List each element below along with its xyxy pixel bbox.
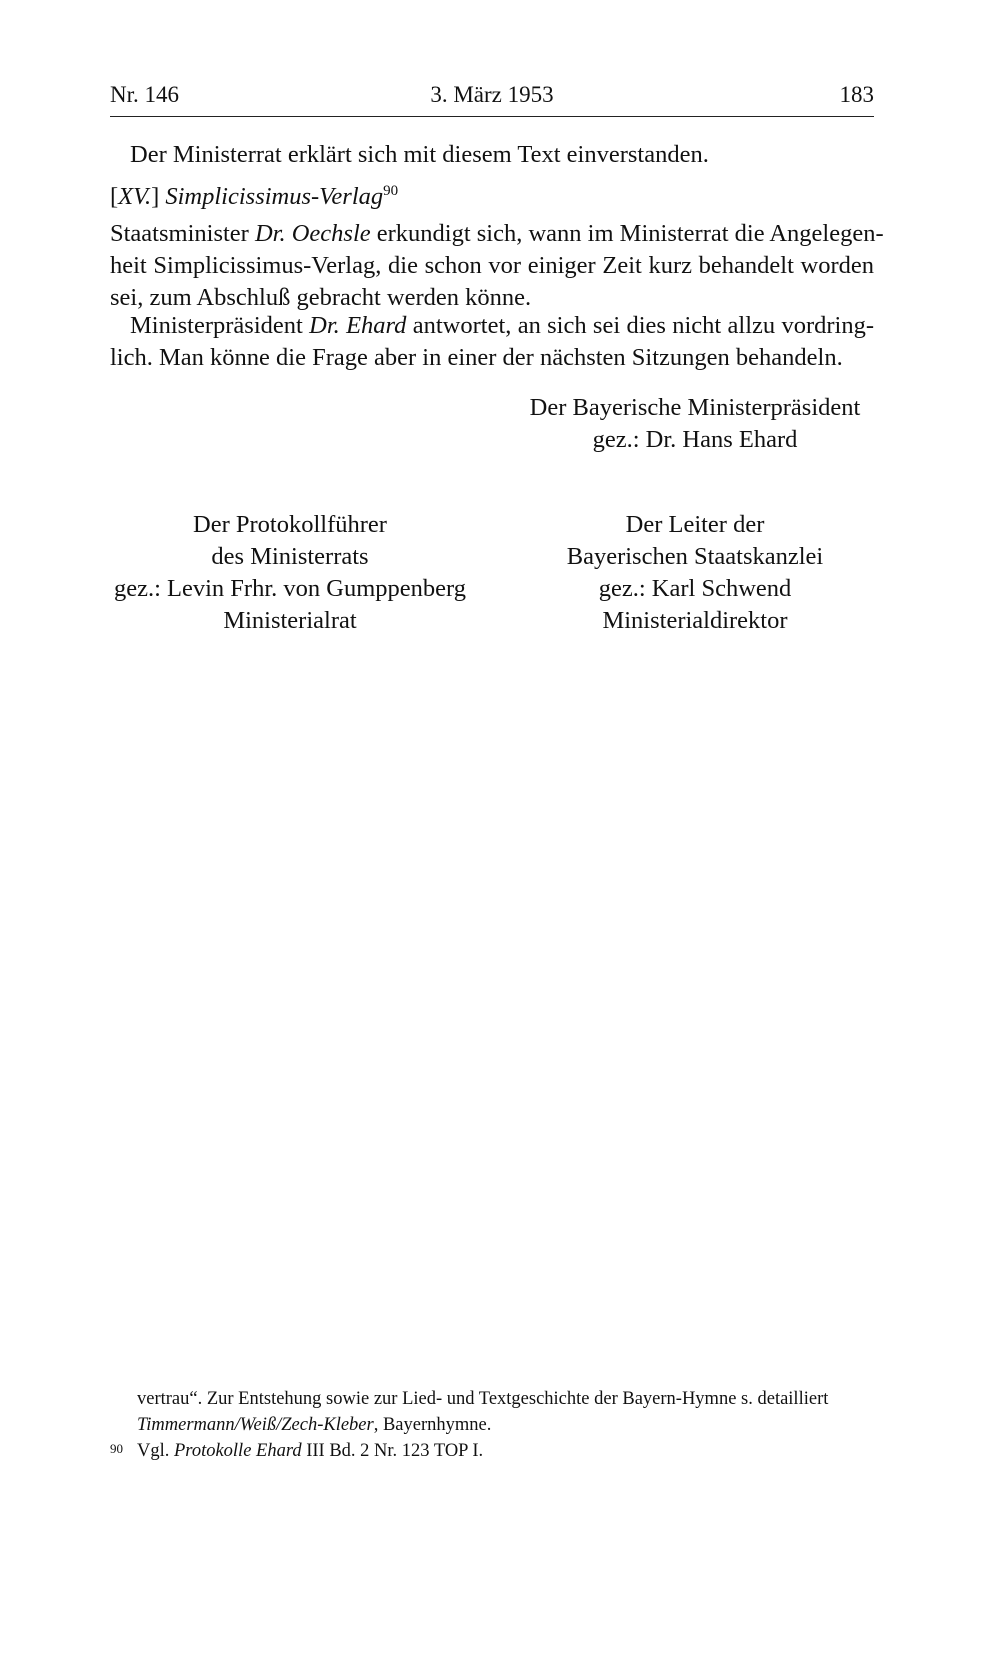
section-title: Simplicissimus-Verlag <box>165 183 384 210</box>
signature-signed: gez.: Karl Schwend <box>598 575 792 602</box>
citation-authors: Timmermann/Weiß/Zech-Kleber <box>137 1415 374 1435</box>
signature-signed: gez.: Dr. Hans Ehard <box>592 426 798 453</box>
citation-title: Protokolle Ehard <box>174 1441 302 1461</box>
signature-chancellery <box>510 509 880 637</box>
footnote-continuation: vertrau“. Zur Entstehung sowie zur Lied- und Textgeschichte der Bayern-Hymne s. detailliert Timmermann/Weiß/Zech-Kleber, Bayernhymne. <box>137 1389 829 1435</box>
paragraph-agreement <box>110 139 874 171</box>
footnote-number: 90 <box>110 1441 123 1456</box>
paragraph-line: Staatsminister Dr. Oechsle erkundigt sich, wann im Ministerrat die Angelegen- <box>110 220 884 247</box>
paragraph-line: heit Simplicissimus-Verlag, die schon vor einiger Zeit kurz behandelt worden <box>110 252 874 279</box>
paragraph-line: lich. Man könne die Frage aber in einer der nächsten Sitzungen behandeln. <box>110 344 843 371</box>
signature-line: Der Protokollführer <box>193 511 387 538</box>
paragraph-ehard <box>110 310 874 374</box>
header-date: 3. März 1953 <box>430 82 554 107</box>
agreement-text: Der Ministerrat erklärt sich mit diesem Text einverstanden. <box>130 141 709 168</box>
document-number: Nr. 146 <box>110 82 179 107</box>
signature-line: Bayerischen Staatskanzlei <box>566 543 824 570</box>
section-heading <box>110 181 874 213</box>
signature-rank: Ministerialdirektor <box>602 607 788 634</box>
section-numeral: [XV.] <box>110 183 160 210</box>
header-rule <box>110 116 874 117</box>
signature-title: Der Bayerische Ministerpräsident <box>529 394 861 421</box>
paragraph-line: Ministerpräsident Dr. Ehard antwortet, an sich sei dies nicht allzu vordring- <box>130 312 874 339</box>
running-header <box>110 82 874 118</box>
signature-line: Der Leiter der <box>625 511 765 538</box>
signature-recorder <box>90 509 490 637</box>
paragraph-oechsle <box>110 218 884 314</box>
footnotes <box>110 1386 874 1464</box>
paragraph-line: sei, zum Abschluß gebracht werden könne. <box>110 284 532 311</box>
signature-signed: gez.: Levin Frhr. von Gumppenberg <box>113 575 466 602</box>
speaker-name: Dr. Oechsle <box>254 220 371 247</box>
signature-rank: Ministerialrat <box>223 607 357 634</box>
footnote-90: 90 Vgl. Protokolle Ehard III Bd. 2 Nr. 123 TOP I. <box>110 1438 874 1464</box>
signature-president <box>490 392 900 456</box>
footnote-ref-90[interactable]: 90 <box>383 183 399 199</box>
page-number: 183 <box>839 82 874 107</box>
speaker-name: Dr. Ehard <box>309 312 407 339</box>
signature-line: des Ministerrats <box>211 543 369 570</box>
